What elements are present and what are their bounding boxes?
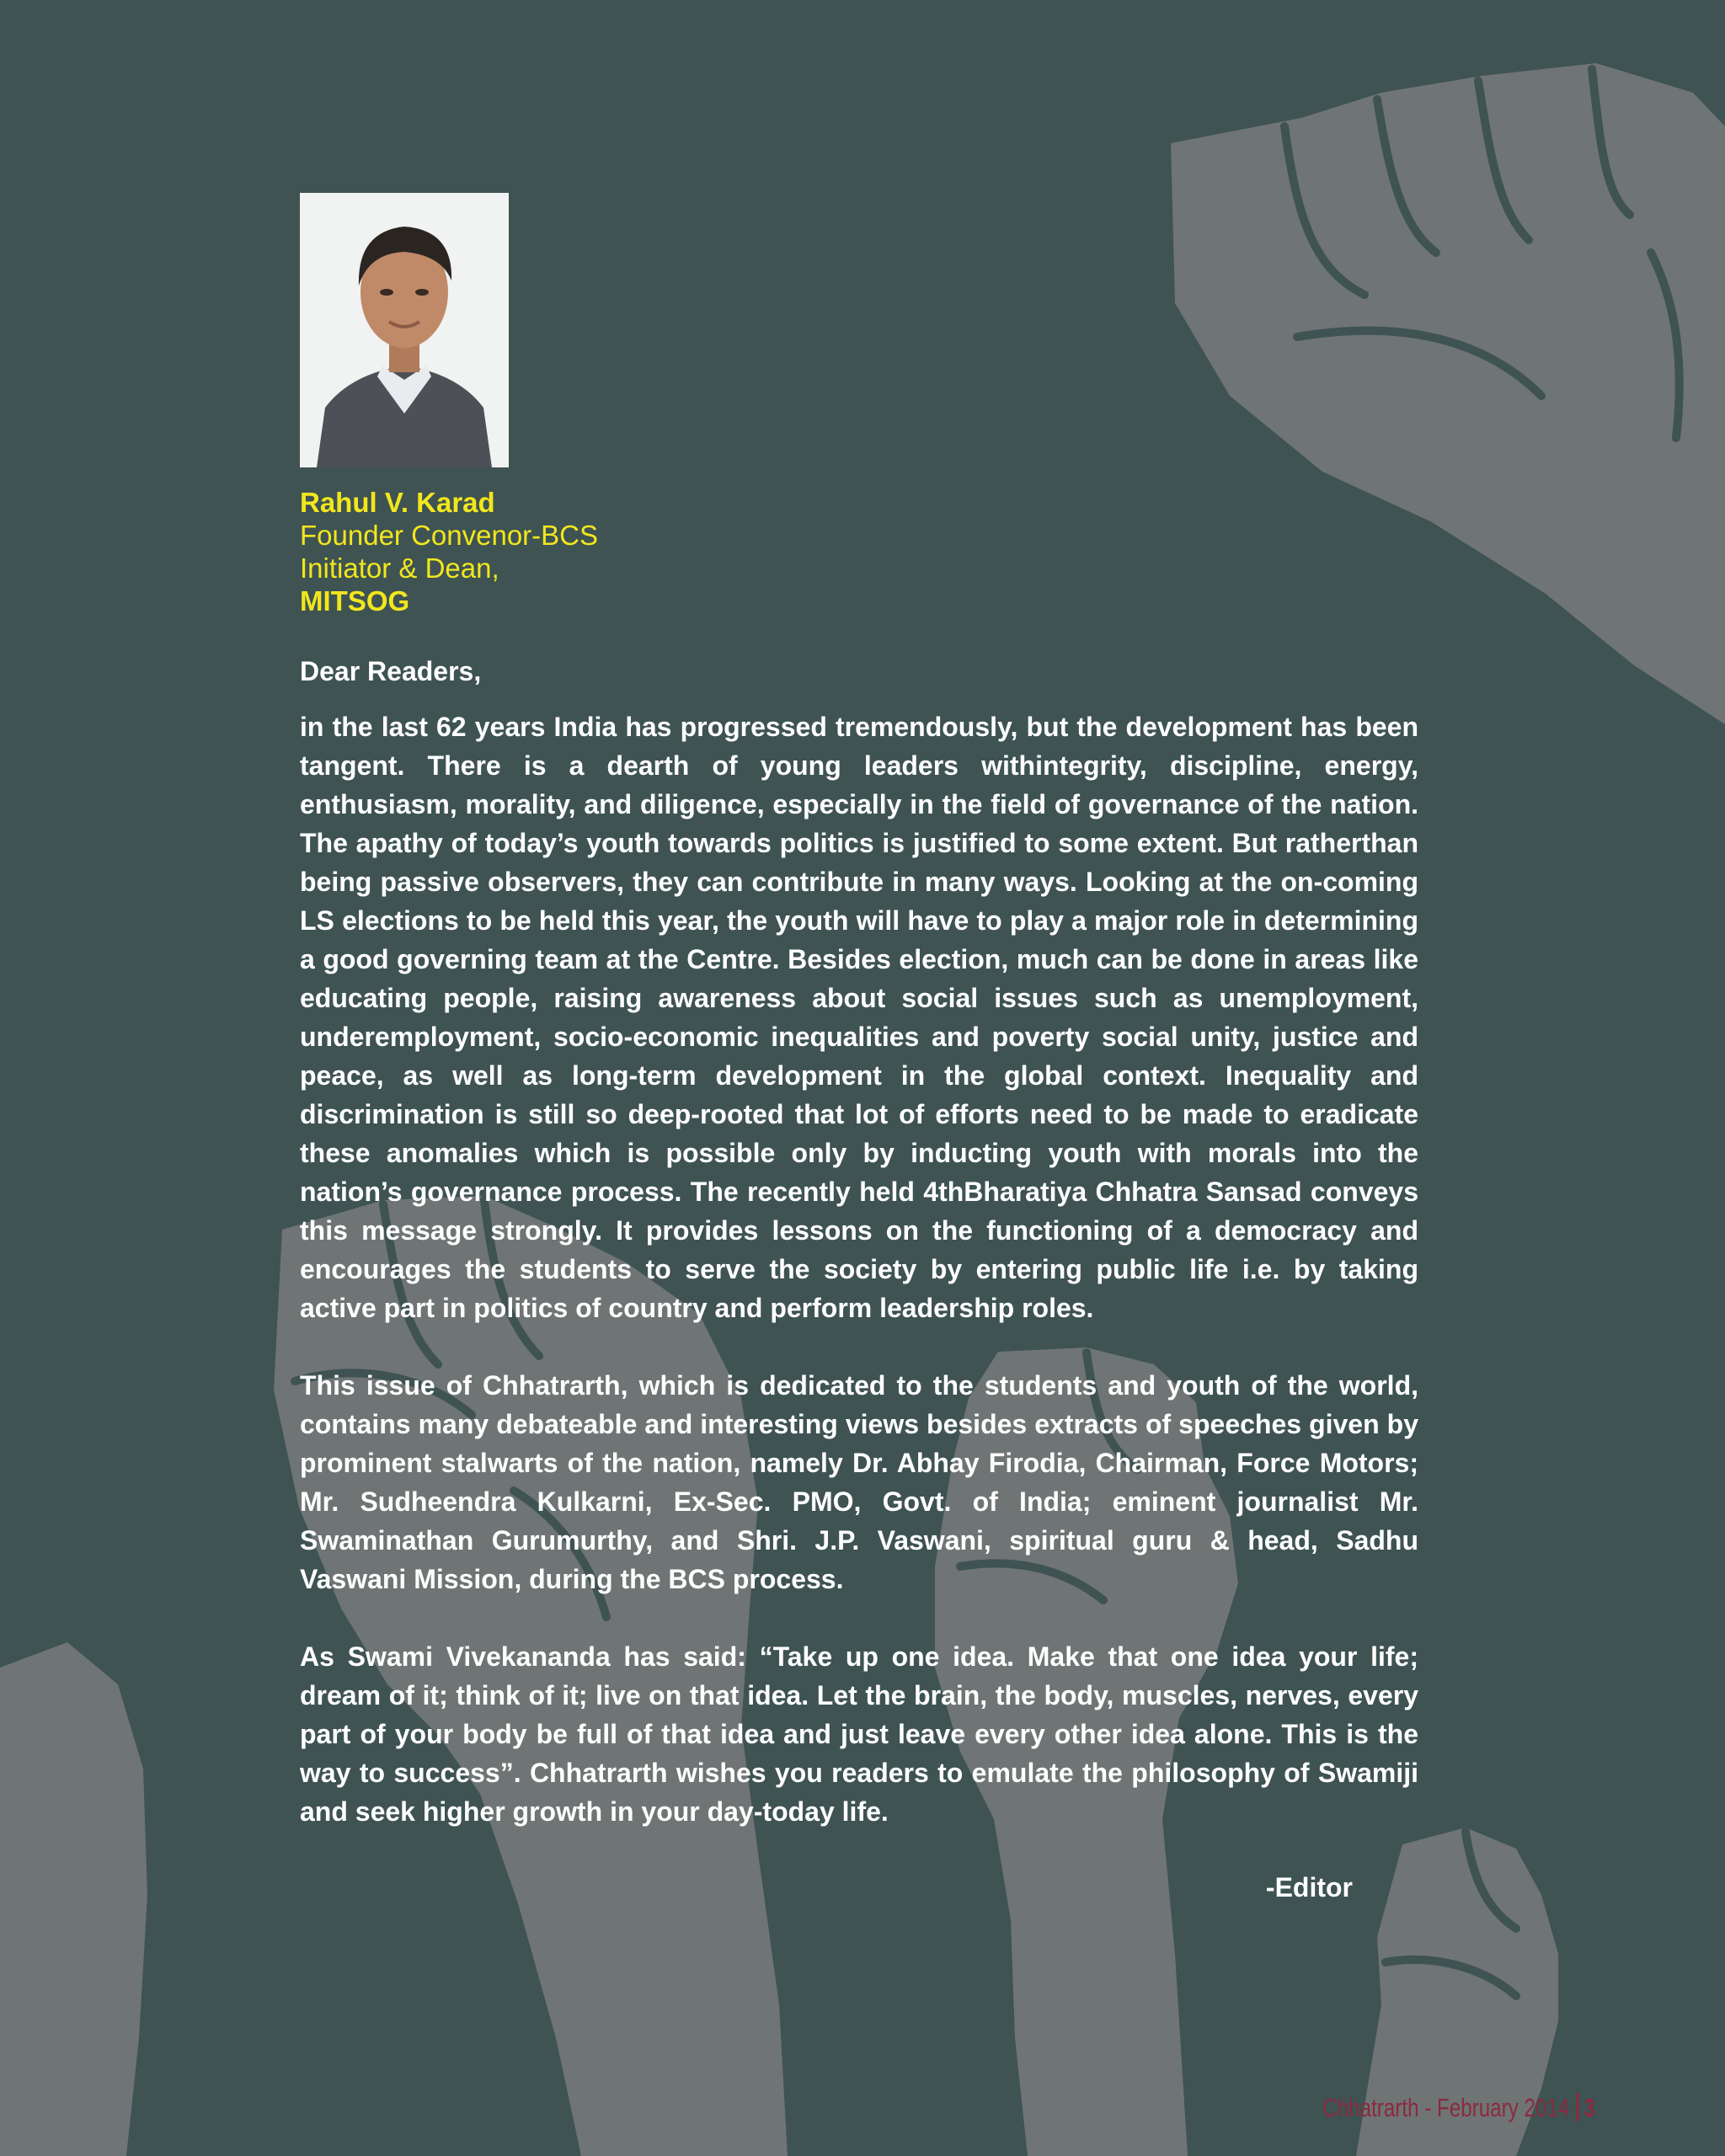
author-position: Initiator & Dean,: [300, 552, 499, 584]
footer-divider: [1576, 2093, 1578, 2121]
editorial-letter: [300, 652, 1418, 1907]
fist-top-right-icon: [1171, 63, 1725, 724]
author-block: [300, 486, 598, 617]
paragraph-1: in the last 62 years India has progressed tremendously, but the development has been tangent. There is a dearth of young leaders withintegrity, discipline, energy, enthusiasm, morality, and diligence, especially in the field of governance of the nation. The apathy of today’s youth towards politics is justified to some extent. But ratherthan being passive observers, they can contribute in many ways. Looking at the on-coming LS elections to be held this year, the youth will have to play a major role in determining a good governing team at the Centre. Besides election, much can be done in areas like educating people, raising awareness about social issues such as unemployment, underemployment, socio-economic inequalities and poverty social unity, justice and peace, as well as long-term development in the global context. Inequality and discrimination is still so deep-rooted that lot of efforts need to be made to eradicate these anomalies which is possible only by inducting youth with morals into the nation’s governance process. The recently held 4thBharatiya Chhatra Sansad conveys this message strongly. It provides lessons on the functioning of a democracy and encourages the students to serve the society by entering public life i.e. by taking active part in politics of country and perform leadership roles.: [300, 712, 1418, 1323]
page-footer: [1322, 2091, 1595, 2125]
publication-label: Chhatrarth - February 2014: [1322, 2093, 1570, 2122]
author-photo: [300, 193, 509, 467]
author-organization: MITSOG: [300, 585, 410, 616]
arm-left-edge-icon: [0, 1642, 147, 2156]
salutation: Dear Readers,: [300, 656, 482, 686]
author-name: Rahul V. Karad: [300, 487, 495, 518]
paragraph-3: As Swami Vivekananda has said: “Take up one idea. Make that one idea your life; dream of it; think of it; live on that idea. Let the brain, the body, muscles, nerves, every part of your body be full of that idea and just leave every other idea alone. This is the way to success”. Chhatrarth wishes you readers to emulate the philosophy of Swamiji and seek higher growth in your day-today life.: [300, 1641, 1418, 1827]
author-role: Founder Convenor-BCS: [300, 520, 599, 551]
paragraph-2: This issue of Chhatrarth, which is dedicated to the students and youth of the world, contains many debateable and interesting views besides extracts of speeches given by prominent stalwarts of the nation, namely Dr. Abhay Firodia, Chairman, Force Motors; Mr. Sudheendra Kulkarni, Ex-Sec. PMO, Govt. of India; eminent journalist Mr. Swaminathan Gurumurthy, and Shri. J.P. Vaswani, spiritual guru & head, Sadhu Vaswani Mission, during the BCS process.: [300, 1370, 1418, 1594]
author-portrait-icon: [300, 193, 509, 467]
page-number: 3: [1583, 2093, 1595, 2122]
editor-signoff: -Editor: [1265, 1872, 1353, 1903]
